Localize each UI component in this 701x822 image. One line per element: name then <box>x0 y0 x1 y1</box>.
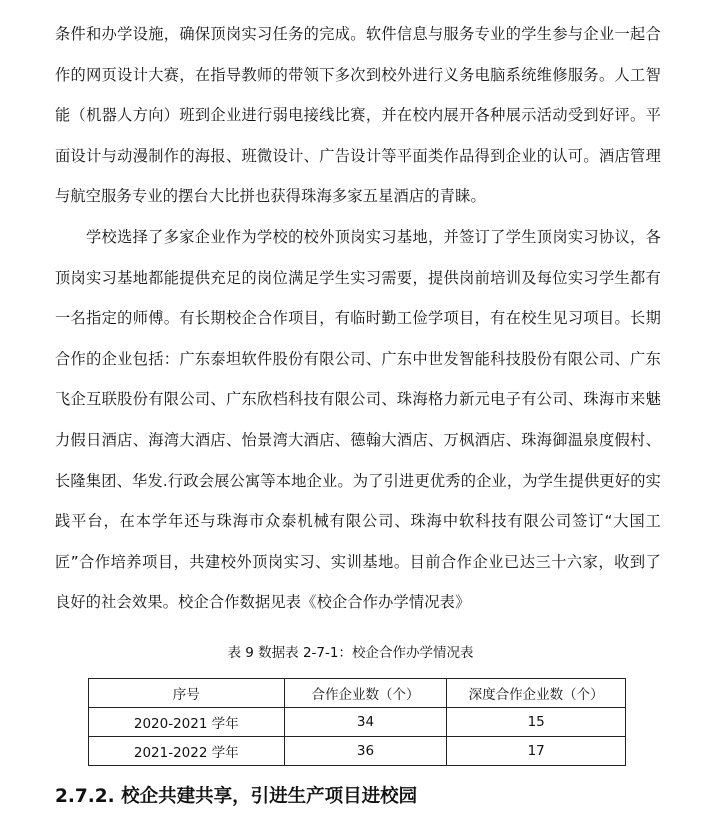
table-header-row <box>89 679 626 708</box>
body-paragraph-2: 学校选择了多家企业作为学校的校外顶岗实习基地，并签订了学生顶岗实习协议，各顶岗实习基地都能提供充足的岗位满足学生实习需要，提供岗前培训及每位实习学生都有一名指定的师傅。有长期校企合作项目，有临时勤工俭学项目，有在校生见习项目。长期合作的企业包括：广东泰坦软件股份有限公司、广东中世发智能科技股份有限公司、广东飞企互联股份有限公司、广东欣档科技有限公司、珠海格力新元电子有公司、珠海市来魅力假日酒店、海湾大酒店、怡景湾大酒店、德翰大酒店、万枫酒店、珠海御温泉度假村、长隆集团、华发.行政会展公寓等本地企业。为了引进更优秀的企业，为学生提供更好的实践平台，在本学年还与珠海市众泰机械有限公司、珠海中软科技有限公司签订“大国工匠”合作培养项目，共建校外顶岗实习、实训基地。目前合作企业已达三十六家，收到了良好的社会效果。校企合作数据见表《校企合作办学情况表》 <box>55 228 661 612</box>
cell-deep-partner-count: 15 <box>447 708 626 737</box>
header-cell-deep-partner-count: 深度合作企业数（个） <box>447 679 626 708</box>
cell-partner-count: 34 <box>284 708 447 737</box>
cell-school-year: 2020-2021 学年 <box>89 708 285 737</box>
body-paragraph-1: 条件和办学设施，确保顶岗实习任务的完成。软件信息与服务专业的学生参与企业一起合作的网页设计大赛，在指导教师的带领下多次到校外进行义务电脑系统维修服务。人工智能（机器人方向）班到企业进行弱电接线比赛，并在校内展开各种展示活动受到好评。平面设计与动漫制作的海报、班微设计、广告设计等平面类作品得到企业的认可。酒店管理与航空服务专业的摆台大比拼也获得珠海多家五星酒店的青睐。 <box>55 25 661 206</box>
section-heading: 2.7.2. 校企共建共享，引进生产项目进校园 <box>55 786 418 807</box>
table-caption: 表 9 数据表 2-7-1：校企合作办学情况表 <box>227 645 474 661</box>
table-row <box>89 737 626 766</box>
header-cell-partner-count: 合作企业数（个） <box>284 679 447 708</box>
table-row <box>89 708 626 737</box>
cell-partner-count: 36 <box>284 737 447 766</box>
header-cell-index: 序号 <box>89 679 285 708</box>
cell-deep-partner-count: 17 <box>447 737 626 766</box>
cell-school-year: 2021-2022 学年 <box>89 737 285 766</box>
cooperation-data-table <box>88 678 626 766</box>
